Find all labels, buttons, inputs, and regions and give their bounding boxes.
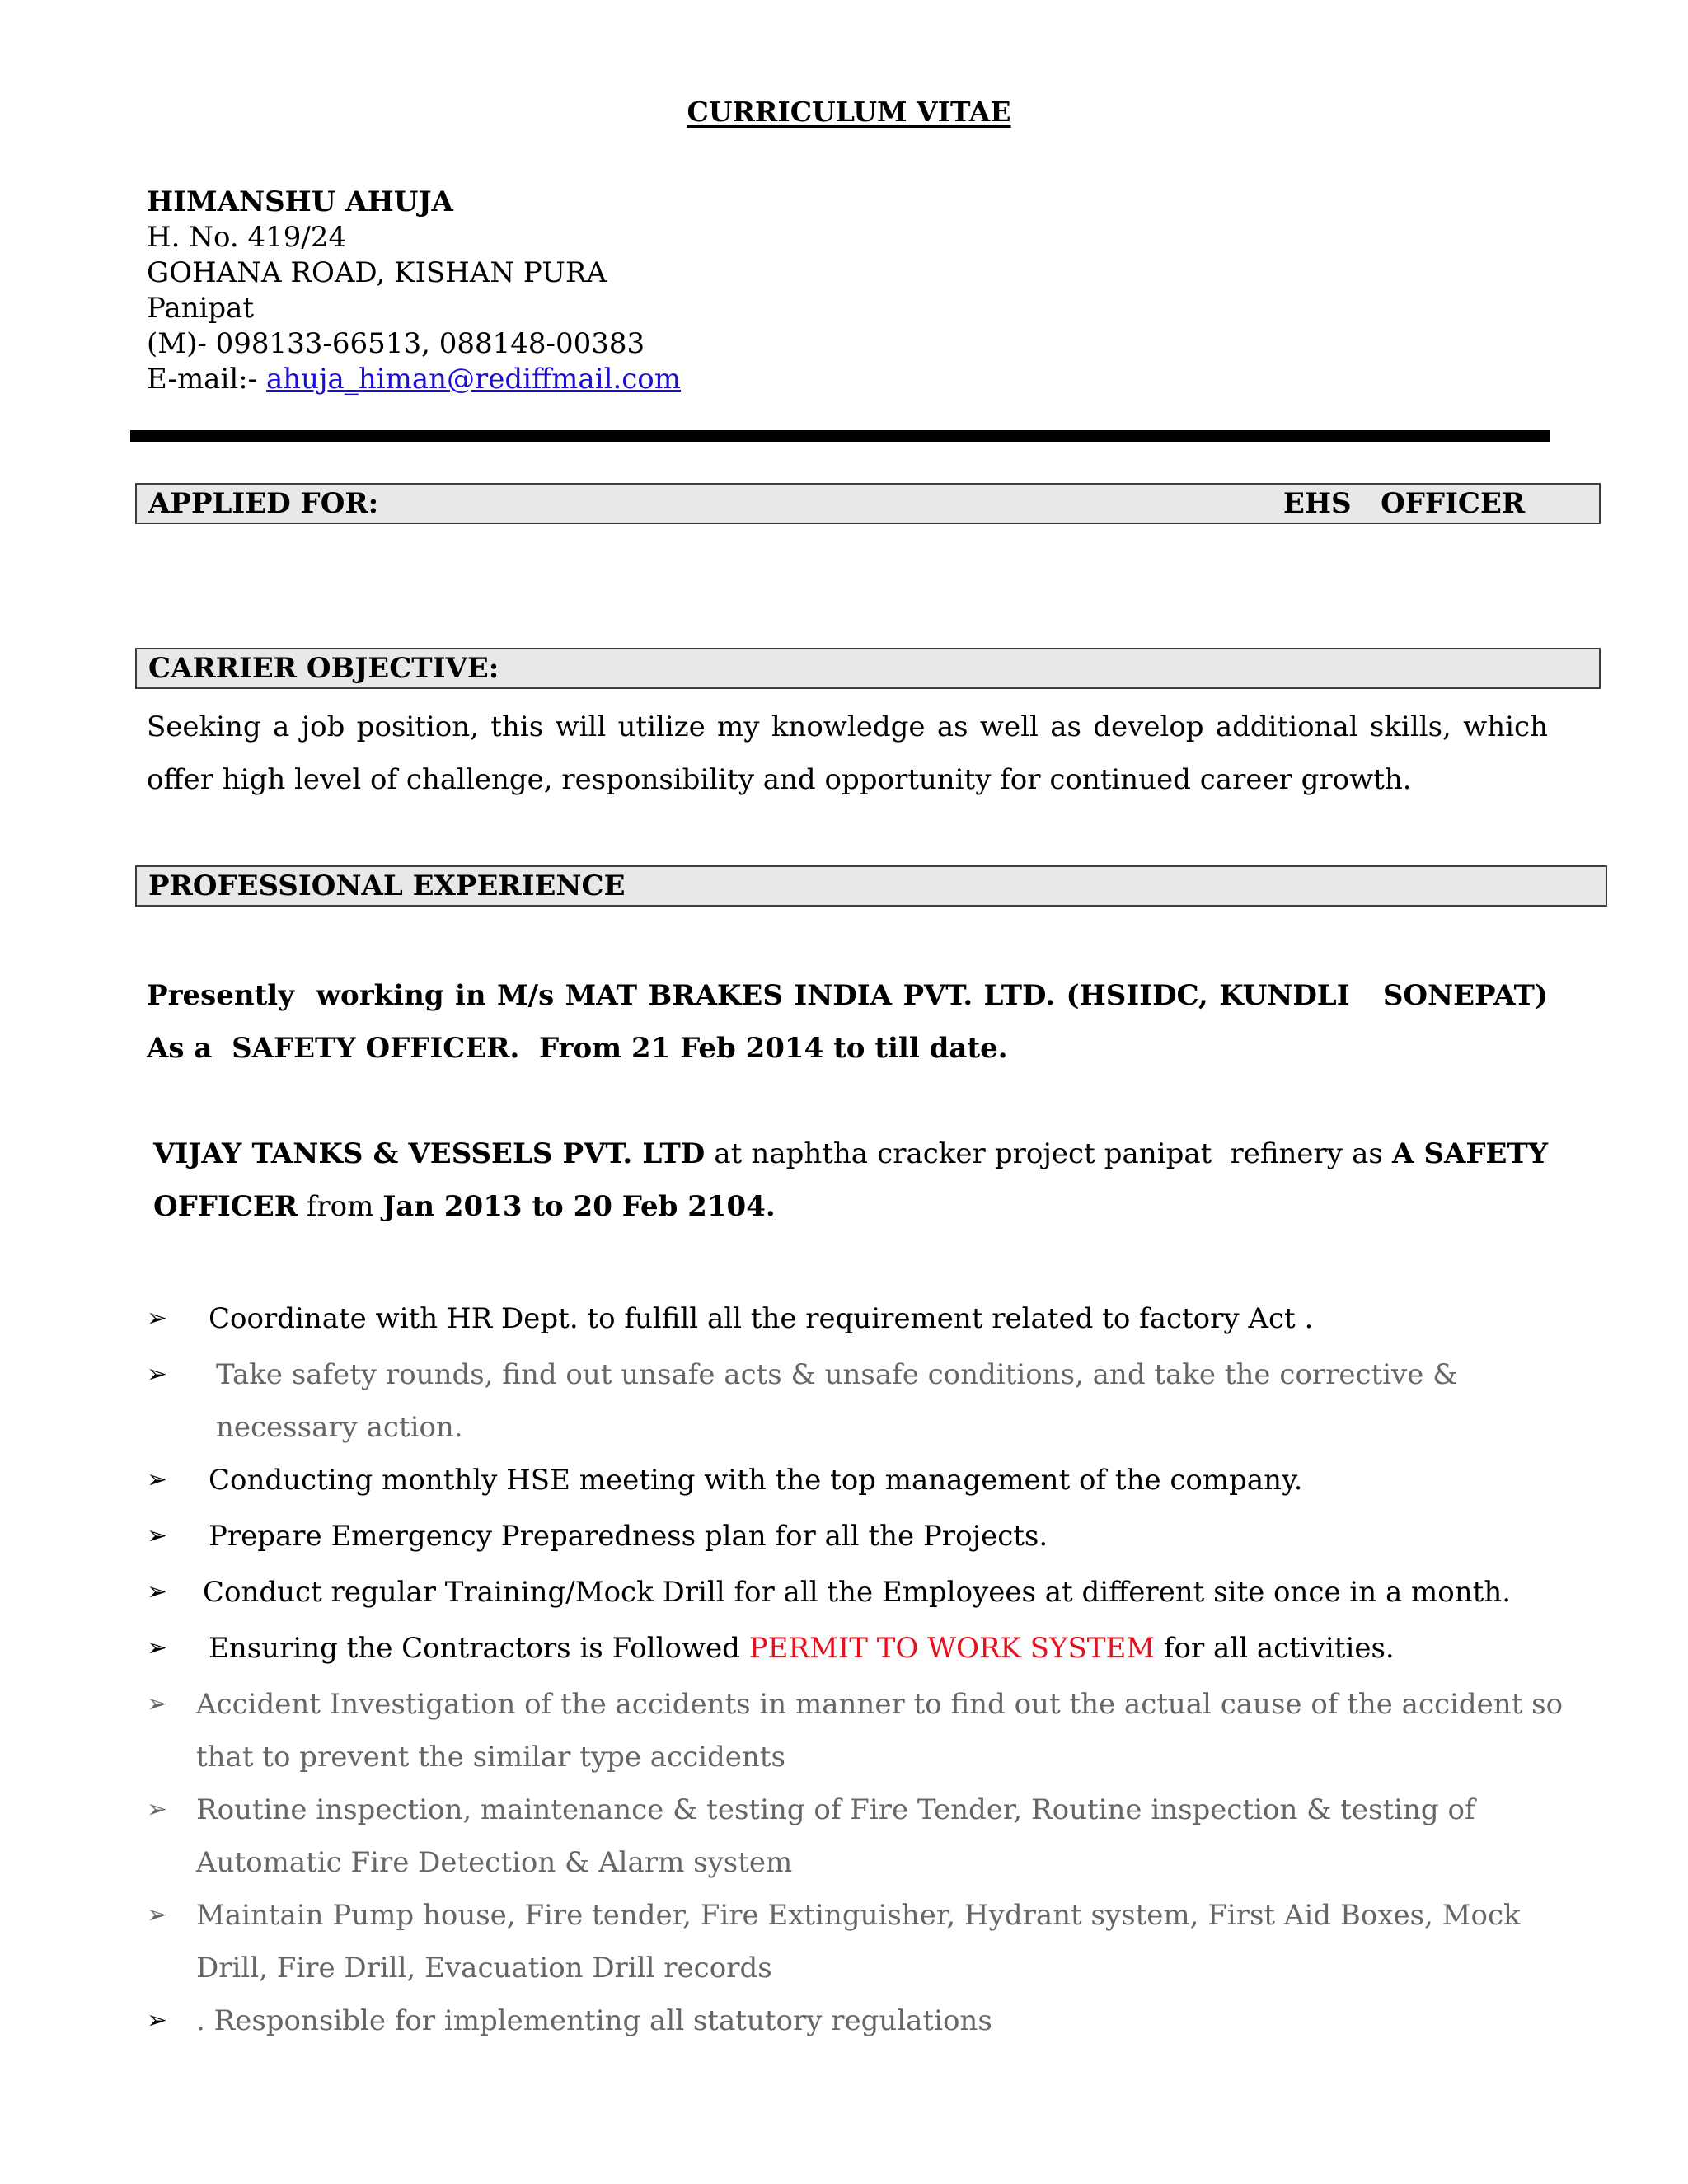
- address-line-2: GOHANA ROAD, KISHAN PURA: [147, 256, 607, 289]
- previous-period: Jan 2013 to 20 Feb 2104.: [382, 1190, 776, 1223]
- arrow-bullet-icon: ➢: [147, 1360, 168, 1389]
- previous-role: A SAFETY OFFICER: [153, 1137, 1558, 1223]
- objective-heading: CARRIER OBJECTIVE:: [135, 648, 1601, 689]
- email-row: [147, 362, 681, 397]
- objective-text: Seeking a job position, this will utilize my knowledge as well as develop additional skills, which offer high level of challenge, responsibility and opportunity for continued career growth.: [147, 710, 1548, 796]
- arrow-bullet-icon: ➢: [147, 1304, 168, 1333]
- candidate-name: HIMANSHU AHUJA: [147, 185, 453, 218]
- document-title: CURRICULUM VITAE: [687, 96, 1011, 128]
- applied-for-label: APPLIED FOR:: [148, 487, 379, 520]
- arrow-bullet-icon: ➢: [147, 1521, 168, 1550]
- list-item: ➢ Coordinate with HR Dept. to fulfill all the requirement related to factory Act .: [147, 1292, 1564, 1348]
- list-item: ➢ Take safety rounds, find out unsafe acts & unsafe conditions, and take the corrective & necessary action.: [147, 1348, 1564, 1454]
- previous-company: VIJAY TANKS & VESSELS PVT. LTD: [153, 1137, 706, 1170]
- arrow-bullet-icon: ➢: [147, 1465, 168, 1494]
- arrow-bullet-icon: ➢: [147, 2006, 168, 2035]
- contact-block: [147, 185, 681, 397]
- list-item: ➢ Conducting monthly HSE meeting with the top management of the company.: [147, 1454, 1564, 1510]
- permit-highlight: PERMIT TO WORK SYSTEM: [748, 1632, 1156, 1665]
- header-divider: [130, 430, 1550, 442]
- list-item: ➢ Conduct regular Training/Mock Drill for all the Employees at different site once in a month.: [147, 1566, 1564, 1622]
- phone-numbers: (M)- 098133-66513, 088148-00383: [147, 327, 645, 360]
- arrow-bullet-icon: ➢: [147, 1577, 168, 1606]
- arrow-bullet-icon: ➢: [147, 1690, 168, 1718]
- list-item: ➢ Ensuring the Contractors is Followed PERMIT TO WORK SYSTEM for all activities.: [147, 1622, 1564, 1678]
- list-item: ➢ Maintain Pump house, Fire tender, Fire Extinguisher, Hydrant system, First Aid Boxes, Mock Drill, Fire Drill, Evacuation Drill records: [147, 1889, 1564, 1994]
- applied-for-box: [135, 483, 1601, 524]
- list-item: ➢ Prepare Emergency Preparedness plan for all the Projects.: [147, 1510, 1564, 1566]
- experience-heading: PROFESSIONAL EXPERIENCE: [135, 865, 1607, 907]
- previous-from: from: [298, 1190, 383, 1223]
- email-link[interactable]: ahuja_himan@rediffmail.com: [265, 363, 681, 396]
- previous-position: [153, 1127, 1558, 1233]
- arrow-bullet-icon: ➢: [147, 1900, 168, 1929]
- city: Panipat: [147, 292, 255, 325]
- duties-list: [147, 1292, 1564, 2050]
- address-line-1: H. No. 419/24: [147, 221, 347, 254]
- applied-for-value: EHS OFFICER: [1283, 487, 1526, 520]
- current-position: Presently working in M/s MAT BRAKES INDIA PVT. LTD. (HSIIDC, KUNDLI SONEPAT) As a SAFETY OFFICER. From 21 Feb 2014 to till date.: [147, 979, 1578, 1065]
- previous-project: at naphtha cracker project panipat refinery as: [705, 1137, 1392, 1170]
- email-label: E-mail:-: [147, 363, 266, 396]
- arrow-bullet-icon: ➢: [147, 1633, 168, 1662]
- list-item: ➢ Routine inspection, maintenance & testing of Fire Tender, Routine inspection & testing of Automatic Fire Detection & Alarm system: [147, 1783, 1564, 1889]
- arrow-bullet-icon: ➢: [147, 1795, 168, 1824]
- list-item: ➢ . Responsible for implementing all statutory regulations: [147, 1994, 1564, 2050]
- list-item: ➢ Accident Investigation of the accidents in manner to find out the actual cause of the accident so that to prevent the similar type accidents: [147, 1678, 1564, 1783]
